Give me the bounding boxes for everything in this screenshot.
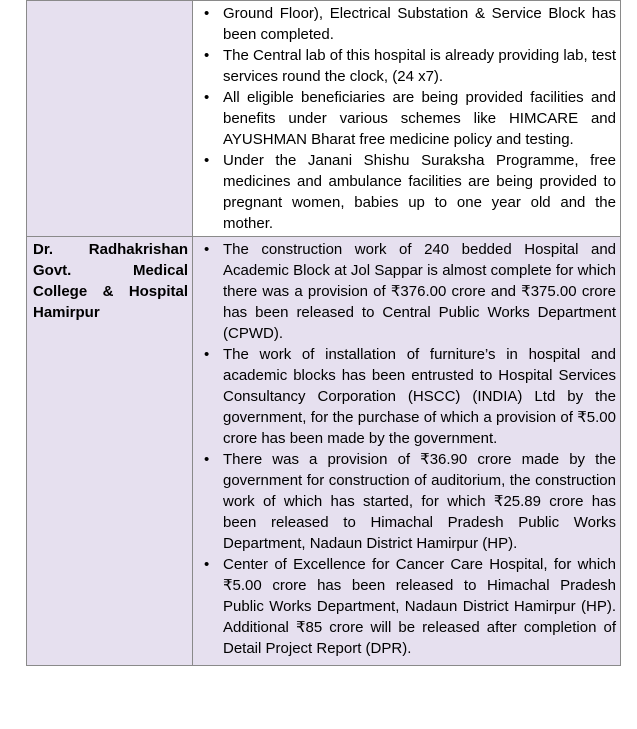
list-item-text: The construction work of 240 bedded Hospital and Academic Block at Jol Sappar is almost complete for which there was a provision of ₹376.00 crore and ₹375.00 crore has been released to Central Public Works Department (CPWD). xyxy=(223,241,616,342)
list-item xyxy=(193,344,616,449)
hospital-progress-table xyxy=(26,0,621,666)
list-item xyxy=(193,45,616,87)
bullet-icon: • xyxy=(204,5,210,22)
list-item-text: Center of Excellence for Cancer Care Hospital, for which ₹5.00 crore has been released to Himachal Pradesh Public Works Department, Nadaun District Hamirpur (HP). Additional ₹85 crore will be released after completion of Detail Project Report (DPR). xyxy=(223,556,616,657)
list-item-text: There was a provision of ₹36.90 crore made by the government for construction of auditorium, the construction work of which has started, for which ₹25.89 crore has been released to Himachal Pradesh Public Works Department, Nadaun District Hamirpur (HP). xyxy=(223,451,616,552)
bullet-list xyxy=(193,1,620,236)
bullet-icon: • xyxy=(204,152,210,169)
list-item xyxy=(193,87,616,150)
list-item-text: All eligible beneficiaries are being provided facilities and benefits under various schemes like HIMCARE and AYUSHMAN Bharat free medicine policy and testing. xyxy=(223,89,616,148)
institution-cell xyxy=(27,1,193,237)
bullet-icon: • xyxy=(204,47,210,64)
institution-name: Dr. Radhakrishan Govt. Medical College & Hospital Hamirpur xyxy=(33,241,188,321)
list-item xyxy=(193,150,616,234)
bullet-icon: • xyxy=(204,556,210,573)
bullet-icon: • xyxy=(204,241,210,258)
list-item-text: Ground Floor), Electrical Substation & Service Block has been completed. xyxy=(223,5,616,43)
bullet-icon: • xyxy=(204,346,210,363)
list-item xyxy=(193,3,616,45)
institution-cell xyxy=(27,237,193,666)
list-item xyxy=(193,554,616,659)
list-item xyxy=(193,239,616,344)
list-item-text: The Central lab of this hospital is already providing lab, test services round the clock, (24 x7). xyxy=(223,47,616,85)
bullet-icon: • xyxy=(204,89,210,106)
details-cell xyxy=(193,1,621,237)
list-item-text: The work of installation of furniture’s in hospital and academic blocks has been entrusted to Hospital Services Consultancy Corporation (HSCC) (INDIA) Ltd by the government, for the purchase of which a provision of ₹5.00 crore has been made by the government. xyxy=(223,346,616,447)
details-cell xyxy=(193,237,621,666)
table-row xyxy=(27,1,621,237)
table-row xyxy=(27,237,621,666)
list-item-text: Under the Janani Shishu Suraksha Programme, free medicines and ambulance facilities are being provided to pregnant women, babies up to one year old and the mother. xyxy=(223,152,616,232)
list-item xyxy=(193,449,616,554)
institution-name xyxy=(27,1,192,3)
bullet-icon: • xyxy=(204,451,210,468)
bullet-list xyxy=(193,237,620,665)
